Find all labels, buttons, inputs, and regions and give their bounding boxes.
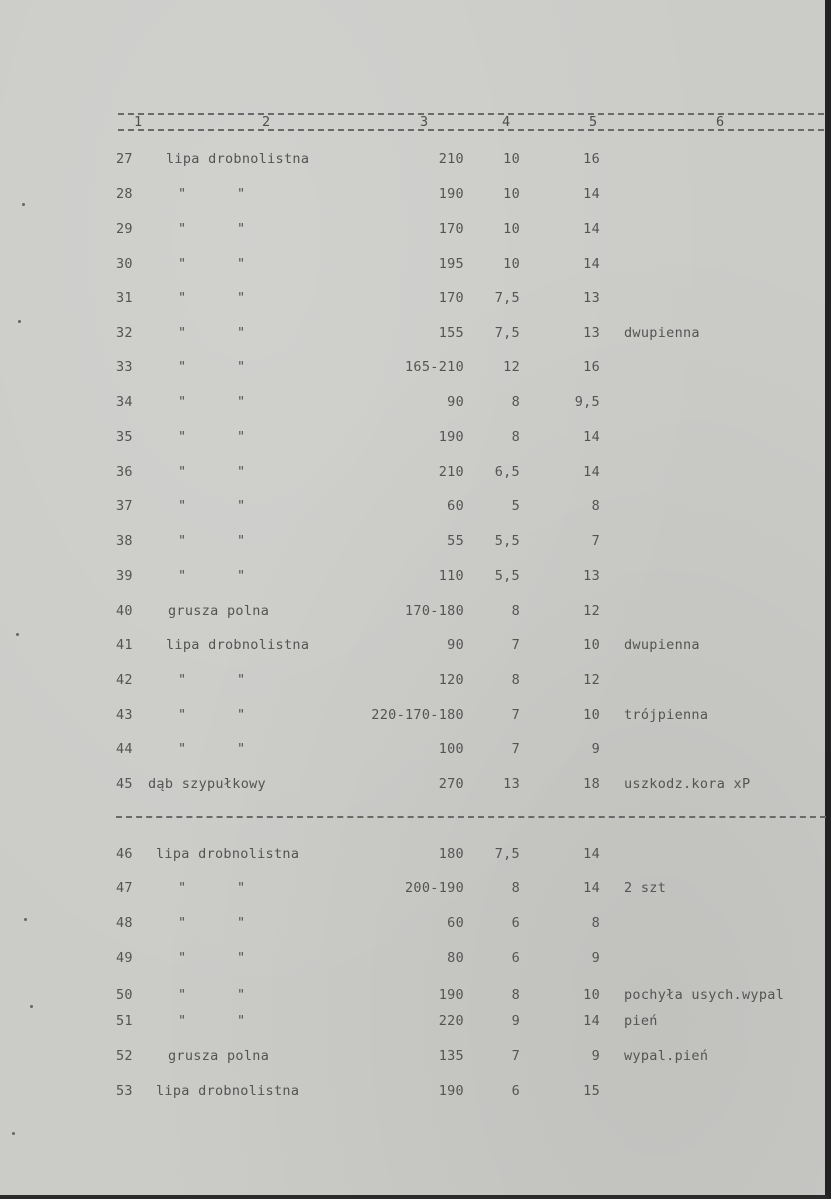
crown-value: 10: [583, 637, 600, 653]
circumference-value: 190: [438, 186, 464, 202]
circumference-value: 120: [438, 672, 464, 688]
crown-value: 9,5: [574, 394, 600, 410]
species-name: lipa drobnolistna: [166, 637, 310, 653]
height-value: 5,5: [494, 533, 520, 549]
column-header-1: 1: [134, 114, 143, 130]
row-number: 43: [116, 707, 133, 723]
row-number: 34: [116, 394, 133, 410]
height-value: 7: [511, 707, 520, 723]
species-name: " ": [178, 464, 246, 480]
species-name: " ": [178, 325, 246, 341]
row-number: 39: [116, 568, 133, 584]
row-number: 40: [116, 603, 133, 619]
circumference-value: 270: [438, 776, 464, 792]
crown-value: 12: [583, 672, 600, 688]
height-value: 13: [503, 776, 520, 792]
crown-value: 14: [583, 1013, 600, 1029]
crown-value: 13: [583, 568, 600, 584]
crown-value: 14: [583, 429, 600, 445]
circumference-value: 200-190: [405, 880, 464, 896]
row-number: 28: [116, 186, 133, 202]
remarks: trójpienna: [624, 707, 709, 723]
row-number: 46: [116, 846, 133, 862]
height-value: 6,5: [494, 464, 520, 480]
remarks: wypal.pień: [624, 1048, 709, 1064]
height-value: 10: [503, 221, 520, 237]
height-value: 7: [511, 1048, 520, 1064]
crown-value: 12: [583, 603, 600, 619]
remarks: dwupienna: [624, 637, 700, 653]
height-value: 9: [511, 1013, 520, 1029]
circumference-value: 60: [447, 498, 464, 514]
crown-value: 14: [583, 464, 600, 480]
row-number: 31: [116, 290, 133, 306]
circumference-value: 110: [438, 568, 464, 584]
circumference-value: 80: [447, 950, 464, 966]
remarks: 2 szt: [624, 880, 667, 896]
circumference-value: 190: [438, 987, 464, 1003]
crown-value: 14: [583, 846, 600, 862]
row-number: 33: [116, 359, 133, 375]
circumference-value: 155: [438, 325, 464, 341]
height-value: 7,5: [494, 846, 520, 862]
row-number: 41: [116, 637, 133, 653]
remarks: dwupienna: [624, 325, 700, 341]
crown-value: 18: [583, 776, 600, 792]
crown-value: 13: [583, 290, 600, 306]
row-number: 32: [116, 325, 133, 341]
scan-speck: [30, 1005, 33, 1008]
species-name: dąb szypułkowy: [148, 776, 266, 792]
crown-value: 14: [583, 221, 600, 237]
circumference-value: 90: [447, 394, 464, 410]
circumference-value: 170: [438, 290, 464, 306]
species-name: " ": [178, 533, 246, 549]
species-name: " ": [178, 915, 246, 931]
row-number: 49: [116, 950, 133, 966]
circumference-value: 55: [447, 533, 464, 549]
species-name: " ": [178, 1013, 246, 1029]
species-name: grusza polna: [168, 603, 270, 619]
height-value: 8: [511, 394, 520, 410]
crown-value: 8: [591, 498, 600, 514]
species-name: " ": [178, 429, 246, 445]
height-value: 8: [511, 880, 520, 896]
circumference-value: 180: [438, 846, 464, 862]
row-number: 51: [116, 1013, 133, 1029]
row-number: 42: [116, 672, 133, 688]
remarks: pochyła usych.wypal: [624, 987, 785, 1003]
row-number: 27: [116, 151, 133, 167]
height-value: 10: [503, 186, 520, 202]
crown-value: 7: [591, 533, 600, 549]
row-number: 47: [116, 880, 133, 896]
circumference-value: 220-170-180: [371, 707, 464, 723]
remarks: uszkodz.kora xP: [624, 776, 751, 792]
height-value: 7: [511, 741, 520, 757]
section-divider-rule: [116, 816, 826, 818]
crown-value: 15: [583, 1083, 600, 1099]
species-name: " ": [178, 741, 246, 757]
row-number: 45: [116, 776, 133, 792]
circumference-value: 220: [438, 1013, 464, 1029]
height-value: 7,5: [494, 290, 520, 306]
circumference-value: 170: [438, 221, 464, 237]
scan-speck: [16, 633, 19, 636]
circumference-value: 210: [438, 464, 464, 480]
species-name: " ": [178, 672, 246, 688]
circumference-value: 190: [438, 429, 464, 445]
column-header-5: 5: [589, 114, 598, 130]
row-number: 38: [116, 533, 133, 549]
circumference-value: 190: [438, 1083, 464, 1099]
row-number: 29: [116, 221, 133, 237]
row-number: 53: [116, 1083, 133, 1099]
row-number: 37: [116, 498, 133, 514]
column-header-2: 2: [262, 114, 271, 130]
row-number: 36: [116, 464, 133, 480]
circumference-value: 210: [438, 151, 464, 167]
row-number: 48: [116, 915, 133, 931]
species-name: " ": [178, 290, 246, 306]
species-name: lipa drobnolistna: [166, 151, 310, 167]
column-header-3: 3: [420, 114, 429, 130]
crown-value: 10: [583, 987, 600, 1003]
row-number: 52: [116, 1048, 133, 1064]
height-value: 7,5: [494, 325, 520, 341]
height-value: 6: [511, 915, 520, 931]
circumference-value: 100: [438, 741, 464, 757]
species-name: " ": [178, 186, 246, 202]
column-header-4: 4: [502, 114, 511, 130]
scan-speck: [24, 918, 27, 921]
crown-value: 8: [591, 915, 600, 931]
height-value: 8: [511, 603, 520, 619]
height-value: 12: [503, 359, 520, 375]
scan-speck: [12, 1132, 15, 1135]
species-name: " ": [178, 568, 246, 584]
row-number: 35: [116, 429, 133, 445]
species-name: " ": [178, 394, 246, 410]
crown-value: 16: [583, 359, 600, 375]
species-name: lipa drobnolistna: [156, 846, 300, 862]
circumference-value: 170-180: [405, 603, 464, 619]
circumference-value: 165-210: [405, 359, 464, 375]
crown-value: 16: [583, 151, 600, 167]
scan-speck: [18, 320, 21, 323]
circumference-value: 135: [438, 1048, 464, 1064]
species-name: " ": [178, 498, 246, 514]
height-value: 10: [503, 256, 520, 272]
crown-value: 9: [591, 950, 600, 966]
height-value: 6: [511, 1083, 520, 1099]
height-value: 5,5: [494, 568, 520, 584]
species-name: grusza polna: [168, 1048, 270, 1064]
circumference-value: 60: [447, 915, 464, 931]
crown-value: 14: [583, 256, 600, 272]
row-number: 44: [116, 741, 133, 757]
scan-speck: [22, 203, 25, 206]
crown-value: 9: [591, 741, 600, 757]
crown-value: 9: [591, 1048, 600, 1064]
species-name: " ": [178, 950, 246, 966]
crown-value: 14: [583, 186, 600, 202]
column-header-6: 6: [716, 114, 725, 130]
remarks: pień: [624, 1013, 658, 1029]
species-name: " ": [178, 880, 246, 896]
crown-value: 10: [583, 707, 600, 723]
height-value: 7: [511, 637, 520, 653]
height-value: 8: [511, 672, 520, 688]
row-number: 50: [116, 987, 133, 1003]
height-value: 10: [503, 151, 520, 167]
height-value: 8: [511, 987, 520, 1003]
species-name: lipa drobnolistna: [156, 1083, 300, 1099]
species-name: " ": [178, 987, 246, 1003]
species-name: " ": [178, 256, 246, 272]
crown-value: 14: [583, 880, 600, 896]
species-name: " ": [178, 359, 246, 375]
row-number: 30: [116, 256, 133, 272]
species-name: " ": [178, 221, 246, 237]
height-value: 5: [511, 498, 520, 514]
height-value: 8: [511, 429, 520, 445]
circumference-value: 90: [447, 637, 464, 653]
crown-value: 13: [583, 325, 600, 341]
circumference-value: 195: [438, 256, 464, 272]
species-name: " ": [178, 707, 246, 723]
height-value: 6: [511, 950, 520, 966]
